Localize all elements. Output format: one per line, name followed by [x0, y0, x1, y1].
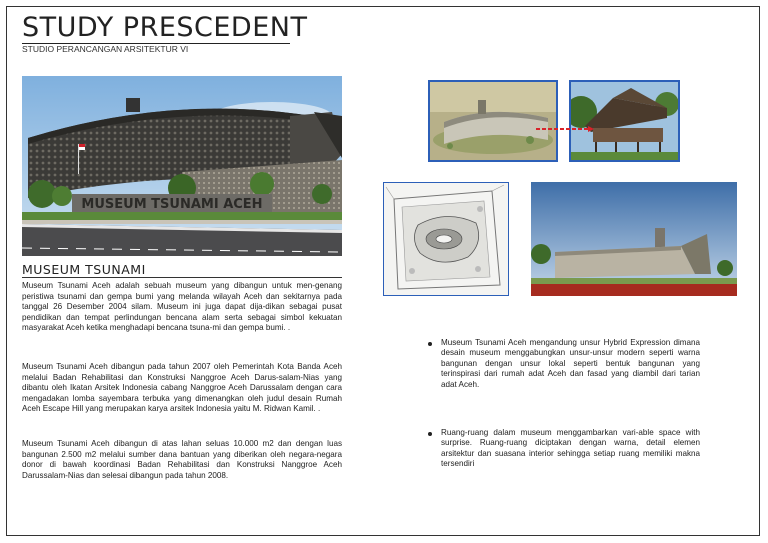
- rumah-aceh-photo: [569, 80, 680, 162]
- paragraph-2: Museum Tsunami Aceh dibangun pada tahun 2007 oleh Pemerintah Kota Banda Aceh melalui Badan Rehabilitasi dan Konstruksi Nanggroe Aceh Darus-salam-Nias yang dibantu oleh Ikatan Arsitek Indonesia cabang Nanggroe Aceh Darussalam dengan cara mengadakan lomba sayembara terbuka yang dimenangkan oleh judul desain Rumah Aceh Escape Hill yang merupakan karya arsitek Indonesia yaitu M. Ridwan Kamil. .: [22, 362, 342, 414]
- paragraph-3: Museum Tsunami Aceh dibangun di atas lahan seluas 10.000 m2 dan dengan luas bangunan 2.500 m2 melalui sumber dana bantuan yang diberikan oleh negara-negara donor di bawah koordinasi Badan Rehabilitasi dan Konstruksi Nanggroe Aceh Darussalam-Nias dan selesai dibangun pada tahun 2008.: [22, 439, 342, 480]
- museum-elevation-render: [531, 182, 737, 296]
- arrow-icon: [536, 126, 594, 132]
- museum-sign-text: MUSEUM TSUNAMI ACEH: [81, 197, 263, 212]
- section-title: MUSEUM TSUNAMI: [22, 262, 146, 277]
- bullet-text: Museum Tsunami Aceh mengandung unsur Hybrid Expression dimana desain museum menggabungkan unsur-unsur modern seperti warna bangunan dengan unsur lokal seperti bentuk bangunan yang terinspirasi dari rumah adat Aceh dan fasad yang diambil dari tarian adat Aceh.: [441, 338, 700, 389]
- section-underline: [22, 277, 342, 278]
- page-title: STUDY PRESCEDENT: [22, 12, 308, 43]
- museum-main-photo: [22, 76, 342, 256]
- bullet-item-2: [428, 428, 700, 470]
- bullet-dot-icon: [428, 432, 432, 436]
- bullet-item-1: [428, 338, 700, 390]
- museum-model-render: [428, 80, 558, 162]
- bullet-dot-icon: [428, 342, 432, 346]
- page-subtitle: STUDIO PERANCANGAN ARSITEKTUR VI: [22, 44, 189, 54]
- paragraph-1: Museum Tsunami Aceh adalah sebuah museum yang dibangun untuk men-genang peristiwa tsunami dan gempa bumi yang melanda wilayah Aceh dan sekitarnya pada tanggal 26 Desember 2004 silam. Museum ini juga dapat dija-dikan sebagai pusat pendidikan dan tempat perlindungan bencana alam serta sebagai simbol kekuatan masyarakat Aceh ketika menghadapi bencana tsuna-mi dan gempa bumi. .: [22, 281, 342, 333]
- site-plan-drawing: [383, 182, 509, 296]
- bullet-text: Ruang-ruang dalam museum menggambarkan vari-able space with surprise. Ruang-ruang diciptakan dengan warna, detail elemen arsitektur dan suasana interior sehingga setiap ruang memiliki makna tersendiri: [441, 428, 700, 469]
